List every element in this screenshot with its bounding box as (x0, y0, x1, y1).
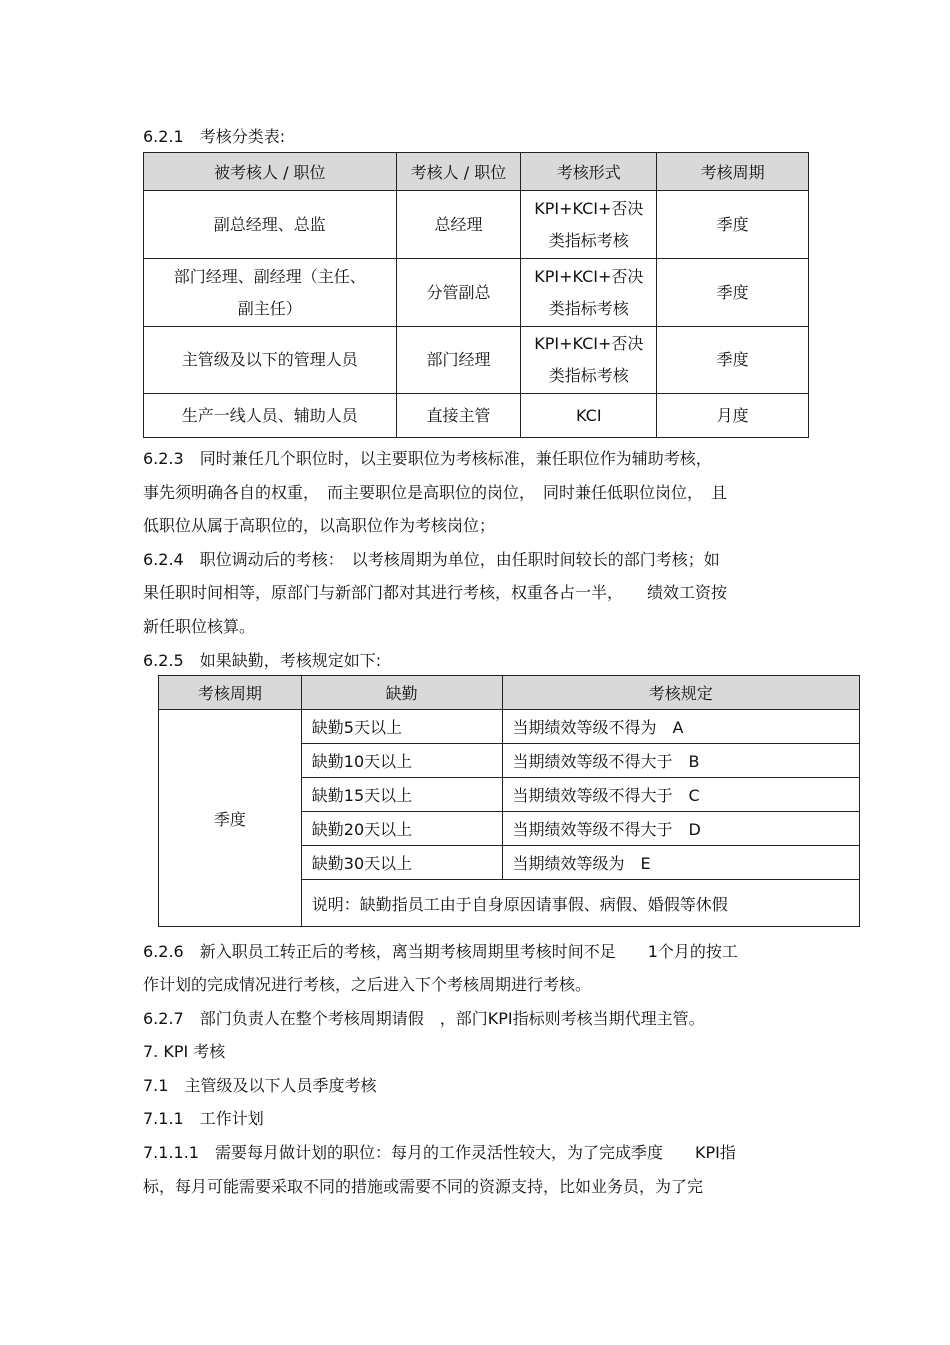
table-header-cell: 考核形式 (521, 153, 657, 191)
paragraph-6-2-4-line: 6.2.4 职位调动后的考核： 以考核周期为单位，由任职时间较长的部门考核；如 (143, 550, 720, 569)
absence-cell: 缺勤15天以上 (301, 778, 502, 812)
cycle-cell: 季度 (657, 327, 809, 394)
table-row (144, 394, 809, 438)
reviewer-cell: 部门经理 (396, 327, 521, 394)
reviewer-cell: 直接主管 (396, 394, 521, 438)
period-cell: 季度 (159, 710, 302, 927)
section-heading-6-2-1: 6.2.1 考核分类表: (143, 127, 286, 146)
paragraph-6-2-6-line: 作计划的完成情况进行考核，之后进入下个考核周期进行考核。 (143, 975, 592, 994)
assessee-cell: 生产一线人员、辅助人员 (144, 394, 397, 438)
section-heading-7-1: 7.1 主管级及以下人员季度考核 (143, 1076, 377, 1095)
table-row (144, 327, 809, 394)
table-header-cell: 考核周期 (657, 153, 809, 191)
absence-cell: 缺勤5天以上 (301, 710, 502, 744)
form-cell: KPI+KCI+否决 类指标考核 (521, 327, 657, 394)
cycle-cell: 季度 (657, 191, 809, 259)
paragraph-6-2-3-line: 6.2.3 同时兼任几个职位时，以主要职位为考核标准，兼任职位作为辅助考核， (143, 449, 712, 468)
section-heading-7: 7. KPI 考核 (143, 1042, 226, 1061)
paragraph-6-2-3-line: 低职位从属于高职位的，以高职位作为考核岗位； (143, 516, 496, 535)
absence-cell: 缺勤30天以上 (301, 846, 502, 880)
reviewer-cell: 分管副总 (396, 259, 521, 327)
assessee-cell: 副总经理、总监 (144, 191, 397, 259)
table-header-row (144, 153, 809, 191)
paragraph-7-1-1-1-line: 标，每月可能需要采取不同的措施或需要不同的资源支持，比如业务员，为了完 (143, 1177, 704, 1196)
table-header-cell: 被考核人 / 职位 (144, 153, 397, 191)
note-cell: 说明：缺勤指员工由于自身原因请事假、病假、婚假等休假 (301, 880, 859, 927)
table-header-cell: 考核人 / 职位 (396, 153, 521, 191)
assessment-classification-table (143, 152, 809, 438)
table-header-cell: 考核规定 (502, 676, 860, 710)
paragraph-6-2-3-line: 事先须明确各自的权重， 而主要职位是高职位的岗位， 同时兼任低职位岗位， 且 (143, 483, 728, 502)
paragraph-6-2-4-line: 新任职位核算。 (143, 617, 256, 636)
absence-cell: 缺勤20天以上 (301, 812, 502, 846)
paragraph-6-2-6-line: 6.2.6 新入职员工转正后的考核，离当期考核周期里考核时间不足 1个月的按工 (143, 942, 738, 961)
form-cell: KPI+KCI+否决 类指标考核 (521, 259, 657, 327)
paragraph-6-2-7: 6.2.7 部门负责人在整个考核周期请假 ，部门KPI指标则考核当期代理主管。 (143, 1009, 705, 1028)
rule-cell: 当期绩效等级不得大于 C (502, 778, 860, 812)
absence-cell: 缺勤10天以上 (301, 744, 502, 778)
form-cell: KPI+KCI+否决 类指标考核 (521, 191, 657, 259)
paragraph-7-1-1-1-line: 7.1.1.1 需要每月做计划的职位：每月的工作灵活性较大，为了完成季度 KPI指 (143, 1143, 736, 1162)
section-heading-7-1-1: 7.1.1 工作计划 (143, 1109, 264, 1128)
rule-cell: 当期绩效等级不得大于 D (502, 812, 860, 846)
assessee-cell: 主管级及以下的管理人员 (144, 327, 397, 394)
reviewer-cell: 总经理 (396, 191, 521, 259)
form-cell: KCI (521, 394, 657, 438)
rule-cell: 当期绩效等级为 E (502, 846, 860, 880)
rule-cell: 当期绩效等级不得大于 B (502, 744, 860, 778)
cycle-cell: 月度 (657, 394, 809, 438)
assessee-cell: 部门经理、副经理（主任、 副主任） (144, 259, 397, 327)
table-header-row (159, 676, 860, 710)
absence-rules-table (158, 675, 860, 927)
section-heading-6-2-5: 6.2.5 如果缺勤，考核规定如下: (143, 651, 382, 670)
table-row (144, 259, 809, 327)
paragraph-6-2-4-line: 果任职时间相等，原部门与新部门都对其进行考核，权重各占一半， 绩效工资按 (143, 583, 728, 602)
table-header-cell: 缺勤 (301, 676, 502, 710)
table-row (144, 191, 809, 259)
rule-cell: 当期绩效等级不得为 A (502, 710, 860, 744)
table-row (159, 710, 860, 744)
table-header-cell: 考核周期 (159, 676, 302, 710)
cycle-cell: 季度 (657, 259, 809, 327)
